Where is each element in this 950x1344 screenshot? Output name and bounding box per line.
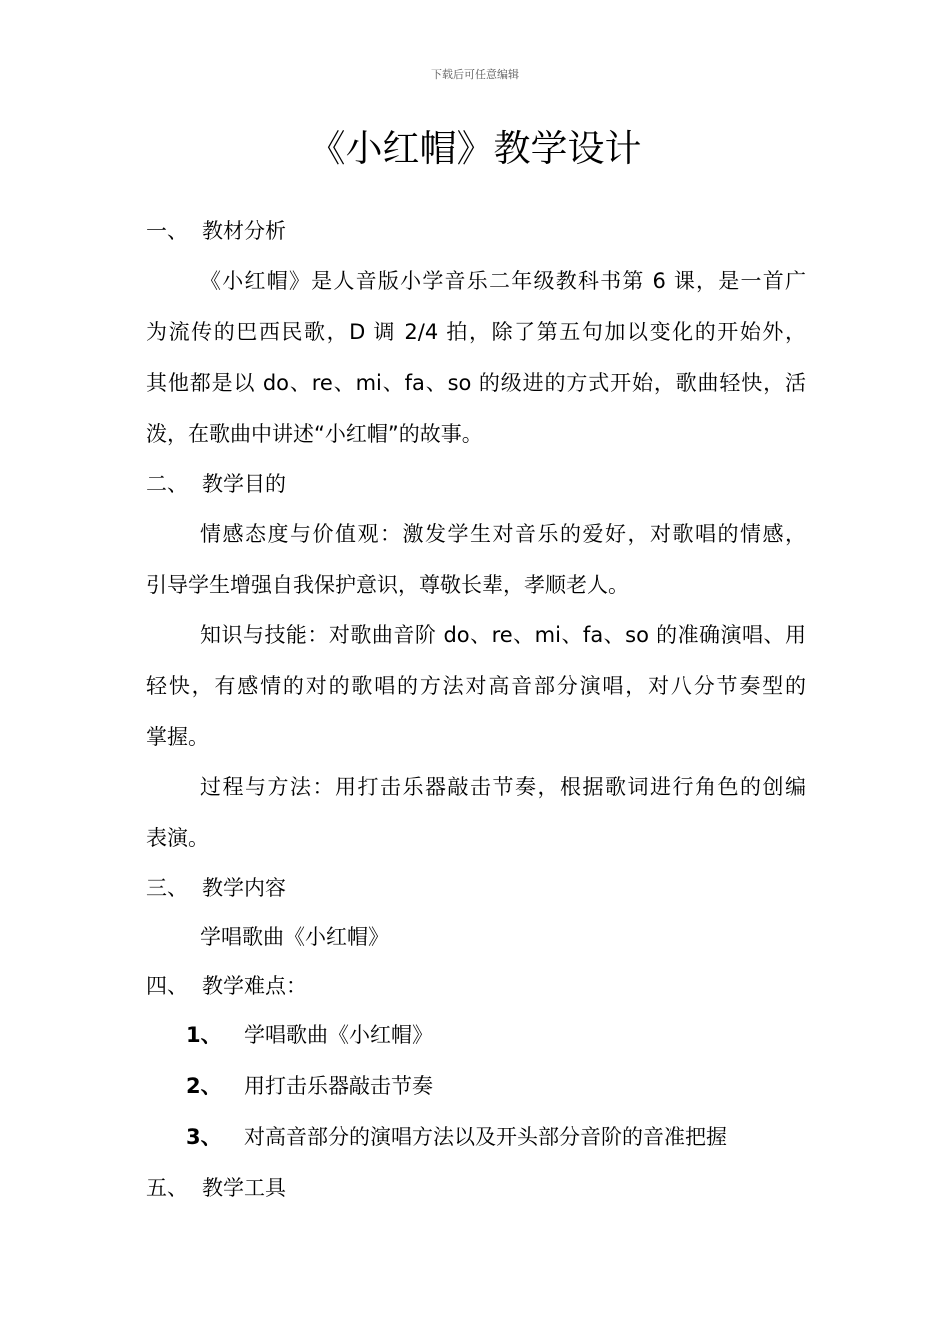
goal-method-line-1: 过程与方法：用打击乐器敲击节奏，根据歌词进行角色的创编 [200,775,806,799]
section-number: 四、 [146,974,188,998]
section-title: 教学难点： [202,974,307,998]
difficulty-text: 用打击乐器敲击节奏 [244,1074,433,1098]
section-number: 五、 [146,1176,188,1200]
goal-skill-line-2: 轻快，有感情的对的歌唱的方法对高音部分演唱，对八分节奏型的 [146,674,806,698]
goal-emotion-line-1: 情感态度与价值观：激发学生对音乐的爱好，对歌唱的情感， [200,522,806,546]
analysis-line-4: 泼，在歌曲中讲述“小红帽”的故事。 [146,422,483,446]
section-title: 教材分析 [202,219,286,243]
section-number: 一、 [146,219,188,243]
difficulty-item [186,1071,433,1101]
section-number: 三、 [146,876,188,900]
difficulty-item [186,1122,727,1152]
section-title: 教学工具 [202,1176,286,1200]
difficulty-number: 2、 [186,1074,222,1098]
difficulty-number: 3、 [186,1125,222,1149]
goal-emotion-line-2: 引导学生增强自我保护意识，尊敬长辈，孝顺老人。 [146,573,629,597]
goal-skill-line-3: 掌握。 [146,725,209,749]
section-number: 二、 [146,472,188,496]
header-note: 下载后可任意编辑 [431,68,519,81]
section-heading-difficulties [146,971,307,1001]
section-heading-content [146,873,286,903]
goal-method-line-2: 表演。 [146,826,209,850]
section-heading-goals [146,469,286,499]
section-title: 教学内容 [202,876,286,900]
difficulty-item [186,1020,433,1050]
section-heading-tools [146,1173,286,1203]
difficulty-number: 1、 [186,1023,222,1047]
analysis-line-2: 为流传的巴西民歌，D 调 2/4 拍，除了第五句加以变化的开始外， [146,320,806,344]
content-text: 学唱歌曲《小红帽》 [200,925,389,949]
section-title: 教学目的 [202,472,286,496]
analysis-line-1: 《小红帽》是人音版小学音乐二年级教科书第 6 课，是一首广 [200,269,806,293]
document-title: 《小红帽》教学设计 [308,127,642,170]
section-heading-analysis [146,216,286,246]
difficulty-text: 对高音部分的演唱方法以及开头部分音阶的音准把握 [244,1125,727,1149]
difficulty-text: 学唱歌曲《小红帽》 [244,1023,433,1047]
goal-skill-line-1: 知识与技能：对歌曲音阶 do、re、mi、fa、so 的准确演唱、用 [200,623,806,647]
analysis-line-3: 其他都是以 do、re、mi、fa、so 的级进的方式开始，歌曲轻快，活 [146,371,806,395]
